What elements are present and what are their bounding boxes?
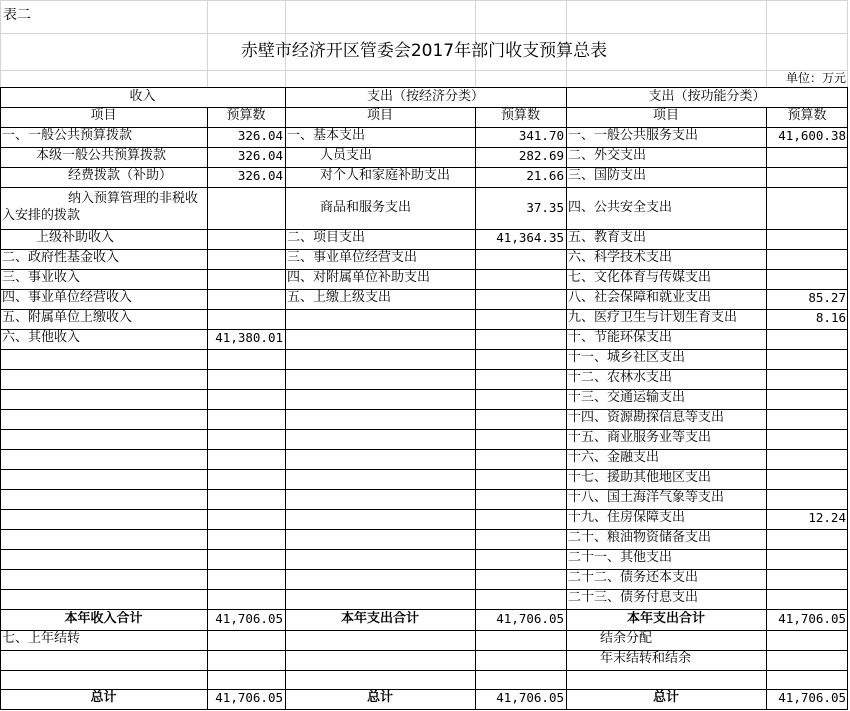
income-row-value: 41,380.01 [215, 330, 283, 345]
econ-row-value [475, 290, 566, 308]
func-row-value [766, 430, 848, 448]
func-row-label: 七、文化体育与传媒支出 [568, 270, 712, 285]
grid-row-line [0, 0, 848, 1]
func-row-value [766, 590, 848, 608]
func-carry-label-2: 年末结转和结余 [600, 651, 692, 666]
income-row-label: 上级补助收入 [36, 230, 115, 245]
func-row-label: 十二、农林水支出 [568, 370, 673, 385]
table-row-line [0, 670, 848, 671]
func-row-label: 一、一般公共服务支出 [568, 128, 699, 143]
income-row-value [207, 200, 285, 218]
func-row-label: 十九、住房保障支出 [568, 510, 686, 525]
func-row-label: 六、科学技术支出 [568, 250, 673, 265]
unit-label: 单位：万元 [785, 71, 846, 85]
func-row-value [766, 250, 848, 268]
income-row-label: 三、事业收入 [2, 270, 81, 285]
econ-row-label: 商品和服务支出 [320, 200, 412, 215]
income-row-label: 经费拨款（补助） [68, 168, 173, 183]
func-row-label: 二十一、其他支出 [568, 550, 673, 565]
econ-row-value: 37.35 [526, 200, 564, 215]
func-row-value [766, 470, 848, 488]
func-row-label: 十、节能环保支出 [568, 330, 673, 345]
func-row-value [766, 530, 848, 548]
econ-grand-total-value: 41,706.05 [496, 690, 564, 705]
income-row-value: 326.04 [237, 128, 283, 143]
income-year-total-value: 41,706.05 [215, 611, 283, 626]
income-row-label: 纳入预算管理的非税收入安排的拨款 [2, 191, 199, 223]
func-row-value: 8.16 [815, 310, 846, 325]
income-row-value [207, 290, 285, 308]
func-row-label: 二十、粮油物资储备支出 [568, 530, 712, 545]
econ-item-header: 项目 [366, 108, 393, 123]
func-carry-label-1: 结余分配 [600, 631, 653, 646]
func-row-value [766, 200, 848, 218]
econ-row-label: 二、项目支出 [287, 230, 366, 245]
econ-year-total-value: 41,706.05 [496, 611, 564, 626]
func-row-label: 三、国防支出 [568, 168, 647, 183]
func-row-value [766, 148, 848, 166]
func-row-label: 九、医疗卫生与计划生育支出 [568, 310, 738, 325]
func-row-value [766, 550, 848, 568]
func-row-value [766, 450, 848, 468]
income-row-label: 一、一般公共预算拨款 [2, 128, 133, 143]
func-row-value: 12.24 [808, 510, 846, 525]
income-row-value: 326.04 [237, 168, 283, 183]
econ-row-value [475, 270, 566, 288]
func-budget-header: 预算数 [787, 108, 827, 123]
econ-row-value: 341.70 [518, 128, 564, 143]
func-row-value [766, 390, 848, 408]
income-grand-total-value: 41,706.05 [215, 690, 283, 705]
econ-row-value: 21.66 [526, 168, 564, 183]
func-item-header: 项目 [652, 108, 679, 123]
income-row-label: 五、附属单位上缴收入 [2, 310, 133, 325]
func-row-label: 二、外交支出 [568, 148, 647, 163]
econ-row-value: 41,364.35 [496, 230, 564, 245]
income-row-value [207, 250, 285, 268]
econ-row-value: 282.69 [518, 148, 564, 163]
func-row-value [766, 230, 848, 248]
func-year-total-value: 41,706.05 [778, 611, 846, 626]
grid-row-line [0, 33, 848, 34]
table-row-line [0, 709, 848, 710]
income-row-value: 326.04 [237, 148, 283, 163]
income-row-value [207, 270, 285, 288]
page-title: 赤壁市经济开区管委会2017年部门收支预算总表 [240, 41, 608, 61]
econ-row-label: 四、对附属单位补助支出 [287, 270, 431, 285]
econ-row-label: 三、事业单位经营支出 [287, 250, 418, 265]
func-row-value [766, 168, 848, 186]
income-budget-header: 预算数 [226, 108, 266, 123]
func-row-value: 85.27 [808, 290, 846, 305]
sheet-label: 表二 [3, 8, 31, 23]
econ-year-total-label: 本年支出合计 [340, 611, 419, 626]
func-row-label: 十六、金融支出 [568, 450, 660, 465]
func-row-label: 八、社会保障和就业支出 [568, 290, 712, 305]
table-row-line [0, 187, 848, 188]
income-row-value [207, 230, 285, 248]
table-row-line [0, 609, 848, 610]
income-grand-total-label: 总计 [90, 690, 117, 705]
func-row-label: 二十三、债务付息支出 [568, 590, 699, 605]
income-year-total-label: 本年收入合计 [64, 611, 143, 626]
func-row-label: 十一、城乡社区支出 [568, 350, 686, 365]
income-row-label: 四、事业单位经营收入 [2, 290, 133, 305]
func-row-label: 十八、国土海洋气象等支出 [568, 490, 725, 505]
table-row-line [0, 87, 848, 88]
func-row-value [766, 330, 848, 348]
func-row-label: 四、公共安全支出 [568, 200, 673, 215]
func-row-label: 十七、援助其他地区支出 [568, 470, 712, 485]
income-row-label: 本级一般公共预算拨款 [36, 148, 167, 163]
income-row-label: 六、其他收入 [2, 330, 81, 345]
econ-budget-header: 预算数 [500, 108, 540, 123]
econ-section-header: 支出（按经济分类） [366, 89, 484, 104]
func-row-value [766, 570, 848, 588]
income-row-value [207, 310, 285, 328]
income-section-header: 收入 [129, 89, 156, 104]
income-row-label: 二、政府性基金收入 [2, 250, 120, 265]
func-row-value [766, 270, 848, 288]
econ-row-label: 一、基本支出 [287, 128, 366, 143]
econ-row-value [475, 250, 566, 268]
func-row-label: 五、教育支出 [568, 230, 647, 245]
income-item-header: 项目 [90, 108, 117, 123]
func-section-header: 支出（按功能分类） [648, 89, 766, 104]
func-row-label: 二十二、债务还本支出 [568, 570, 699, 585]
func-row-value: 41,600.38 [778, 128, 846, 143]
func-grand-total-label: 总计 [652, 690, 679, 705]
func-row-value [766, 490, 848, 508]
func-row-value [766, 350, 848, 368]
econ-row-label: 五、上缴上级支出 [287, 290, 392, 305]
econ-row-label: 对个人和家庭补助支出 [320, 168, 451, 183]
func-row-value [766, 370, 848, 388]
func-row-label: 十四、资源勘探信息等支出 [568, 410, 725, 425]
func-grand-total-value: 41,706.05 [778, 690, 846, 705]
func-row-label: 十五、商业服务业等支出 [568, 430, 712, 445]
func-row-value [766, 410, 848, 428]
econ-grand-total-label: 总计 [366, 690, 393, 705]
func-year-total-label: 本年支出合计 [626, 611, 705, 626]
econ-row-label: 人员支出 [320, 148, 373, 163]
income-carry-label: 七、上年结转 [2, 631, 81, 646]
func-row-label: 十三、交通运输支出 [568, 390, 686, 405]
